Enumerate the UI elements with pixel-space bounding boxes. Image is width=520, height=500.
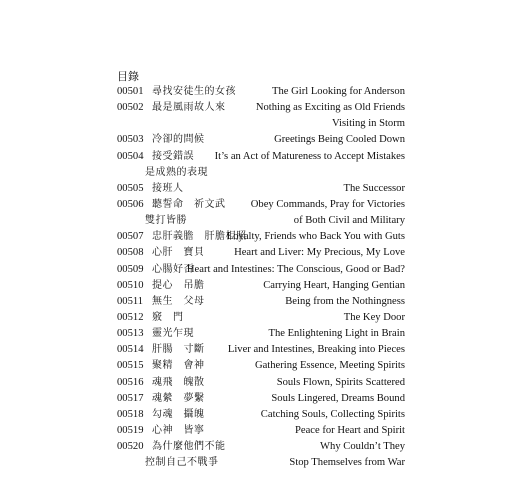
toc-entry	[117, 375, 405, 391]
entry-english-title: Heart and Intestines: The Conscious, Good or Bad?	[186, 263, 405, 275]
entry-code: 00509	[117, 263, 144, 275]
entry-chinese-title: 控制自己不戰爭	[145, 457, 219, 469]
entry-chinese-title: 雙打皆勝	[145, 215, 187, 227]
entry-chinese-title: 無生 父母	[152, 295, 205, 307]
entry-code: 00510	[117, 279, 144, 291]
entry-chinese-title: 是成熟的表現	[145, 166, 208, 178]
entry-code: 00516	[117, 376, 144, 388]
toc-entry	[117, 84, 405, 100]
toc-entry	[117, 310, 405, 326]
toc-entry	[117, 262, 405, 278]
toc-entry	[117, 278, 405, 294]
entry-english-title: Loyalty, Friends who Back You with Guts	[226, 231, 405, 243]
entry-english-title: Liver and Intestines, Breaking into Pieces	[227, 344, 405, 356]
entry-code: 00514	[117, 344, 144, 356]
entry-chinese-title: 最是風雨故人來	[152, 102, 226, 114]
toc-entry	[117, 245, 405, 261]
entry-english-title: Being from the Nothingness	[285, 295, 405, 307]
toc-entry	[117, 197, 405, 213]
toc-entry	[117, 391, 405, 407]
toc-entry	[117, 132, 405, 148]
toc-entry	[117, 229, 405, 245]
entry-english-title: The Girl Looking for Anderson	[272, 86, 405, 97]
entry-english-title: Why Couldn’t They	[320, 441, 405, 453]
entry-english-title: of Both Civil and Military	[293, 215, 405, 227]
entry-english-title: Gathering Essence, Meeting Spirits	[254, 360, 405, 372]
entry-code: 00517	[117, 392, 144, 404]
entry-chinese-title: 竅 門	[152, 311, 184, 323]
entry-code: 00502	[117, 102, 144, 114]
entry-code: 00513	[117, 328, 144, 340]
toc-entry	[117, 439, 405, 455]
entry-english-title: Nothing as Exciting as Old Friends	[255, 102, 405, 114]
toc-entry	[117, 358, 405, 374]
entry-english-title: The Successor	[343, 182, 405, 194]
entry-chinese-title: 心肝 寶貝	[152, 247, 205, 259]
entry-code: 00511	[117, 295, 144, 307]
entry-code: 00515	[117, 360, 144, 372]
toc-list	[117, 84, 405, 471]
entry-code: 00512	[117, 311, 144, 323]
entry-chinese-title: 忠肝義膽 肝膽相照	[152, 231, 247, 243]
entry-chinese-title: 聚精 會神	[152, 360, 205, 372]
entry-english-title: Souls Flown, Spirits Scattered	[276, 376, 405, 388]
entry-chinese-title: 靈光乍現	[152, 328, 194, 340]
toc-entry	[117, 116, 405, 132]
entry-code: 00519	[117, 424, 144, 436]
toc-entry	[117, 165, 405, 181]
entry-chinese-title: 尋找安徒生的女孩	[152, 86, 236, 97]
entry-english-title: The Key Door	[343, 311, 405, 323]
entry-code: 00504	[117, 150, 144, 162]
entry-chinese-title: 肝腸 寸斷	[152, 344, 205, 356]
toc-entry	[117, 423, 405, 439]
entry-english-title: Heart and Liver: My Precious, My Love	[234, 247, 405, 259]
entry-code: 00505	[117, 182, 144, 194]
entry-chinese-title: 心神 皆寧	[152, 424, 205, 436]
entry-english-title: Greetings Being Cooled Down	[274, 134, 405, 146]
toc-entry	[117, 342, 405, 358]
entry-chinese-title: 聽誓命 祈文武	[152, 198, 226, 210]
entry-chinese-title: 接受錯誤	[152, 150, 194, 162]
entry-chinese-title: 魂縈 夢繫	[152, 392, 205, 404]
toc-entry	[117, 149, 405, 165]
toc-entry	[117, 326, 405, 342]
entry-chinese-title: 勾魂 攝魄	[152, 408, 205, 420]
entry-chinese-title: 冷卻的問候	[152, 134, 205, 146]
entry-code: 00507	[117, 231, 144, 243]
entry-code: 00520	[117, 441, 144, 453]
entry-english-title: The Enlightening Light in Brain	[268, 328, 405, 340]
entry-chinese-title: 提心 吊膽	[152, 279, 205, 291]
entry-code: 00506	[117, 198, 144, 210]
entry-english-title: It’s an Act of Matureness to Accept Mistakes	[214, 150, 405, 162]
toc-entry	[117, 455, 405, 471]
entry-code: 00503	[117, 134, 144, 146]
toc-entry	[117, 100, 405, 116]
entry-english-title: Stop Themselves from War	[289, 457, 405, 469]
entry-code: 00508	[117, 247, 144, 259]
entry-chinese-title: 接班人	[152, 182, 184, 194]
toc-entry	[117, 213, 405, 229]
toc-entry	[117, 407, 405, 423]
entry-chinese-title: 為什麼他們不能	[152, 441, 226, 453]
entry-english-title: Peace for Heart and Spirit	[294, 424, 405, 436]
toc-heading: 目錄	[117, 70, 139, 83]
entry-code: 00501	[117, 86, 144, 97]
entry-english-title: Souls Lingered, Dreams Bound	[271, 392, 405, 404]
entry-chinese-title: 心腸好否	[152, 263, 194, 275]
entry-english-title: Catching Souls, Collecting Spirits	[260, 408, 405, 420]
toc-entry	[117, 181, 405, 197]
entry-english-title: Visiting in Storm	[332, 118, 405, 130]
entry-english-title: Obey Commands, Pray for Victories	[250, 198, 405, 210]
toc-entry	[117, 294, 405, 310]
entry-code: 00518	[117, 408, 144, 420]
entry-english-title: Carrying Heart, Hanging Gentian	[263, 279, 405, 291]
entry-chinese-title: 魂飛 魄散	[152, 376, 205, 388]
